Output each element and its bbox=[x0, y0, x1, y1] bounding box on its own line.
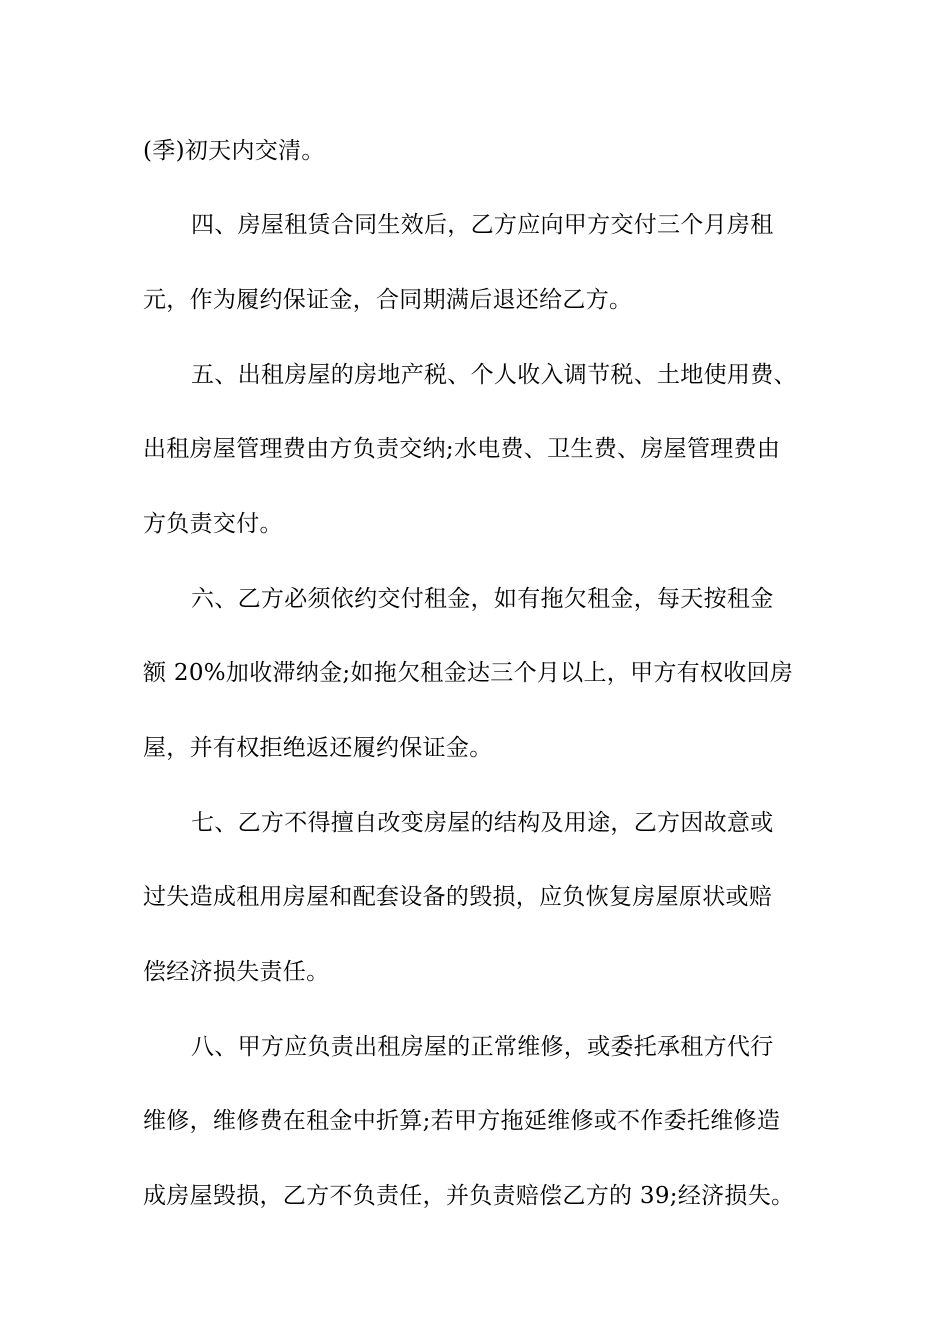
clause-7-line-3: 偿经济损失责任。 bbox=[143, 959, 330, 985]
clause-5-line-3: 方负责交付。 bbox=[143, 511, 283, 537]
clause-8-line-3: 成房屋毁损，乙方不负责任，并负责赔偿乙方的 39;经济损失。 bbox=[143, 1183, 795, 1209]
clause-4-line-2: 元，作为履约保证金，合同期满后退还给乙方。 bbox=[143, 287, 633, 313]
clause-6-line-3: 屋，并有权拒绝返还履约保证金。 bbox=[143, 735, 493, 761]
clause-5-line-2: 出租房屋管理费由方负责交纳;水电费、卫生费、房屋管理费由 bbox=[143, 436, 781, 462]
clause-8-line-1: 八、甲方应负责出租房屋的正常维修，或委托承租方代行 bbox=[191, 1034, 774, 1060]
clause-4-line-1: 四、房屋租赁合同生效后，乙方应向甲方交付三个月房租 bbox=[191, 212, 774, 238]
clause-6-line-2: 额 20%加收滞纳金;如拖欠租金达三个月以上，甲方有权收回房 bbox=[143, 660, 794, 686]
clause-6-line-1: 六、乙方必须依约交付租金，如有拖欠租金，每天按租金 bbox=[191, 586, 774, 612]
clause-5-line-1: 五、出租房屋的房地产税、个人收入调节税、土地使用费、 bbox=[191, 362, 797, 388]
clause-7-line-1: 七、乙方不得擅自改变房屋的结构及用途，乙方因故意或 bbox=[191, 810, 774, 836]
clause-7-line-2: 过失造成租用房屋和配套设备的毁损，应负恢复房屋原状或赔 bbox=[143, 884, 773, 910]
clause-8-line-2: 维修，维修费在租金中折算;若甲方拖延维修或不作委托维修造 bbox=[143, 1108, 781, 1134]
text-line-1: (季)初天内交清。 bbox=[143, 138, 325, 164]
